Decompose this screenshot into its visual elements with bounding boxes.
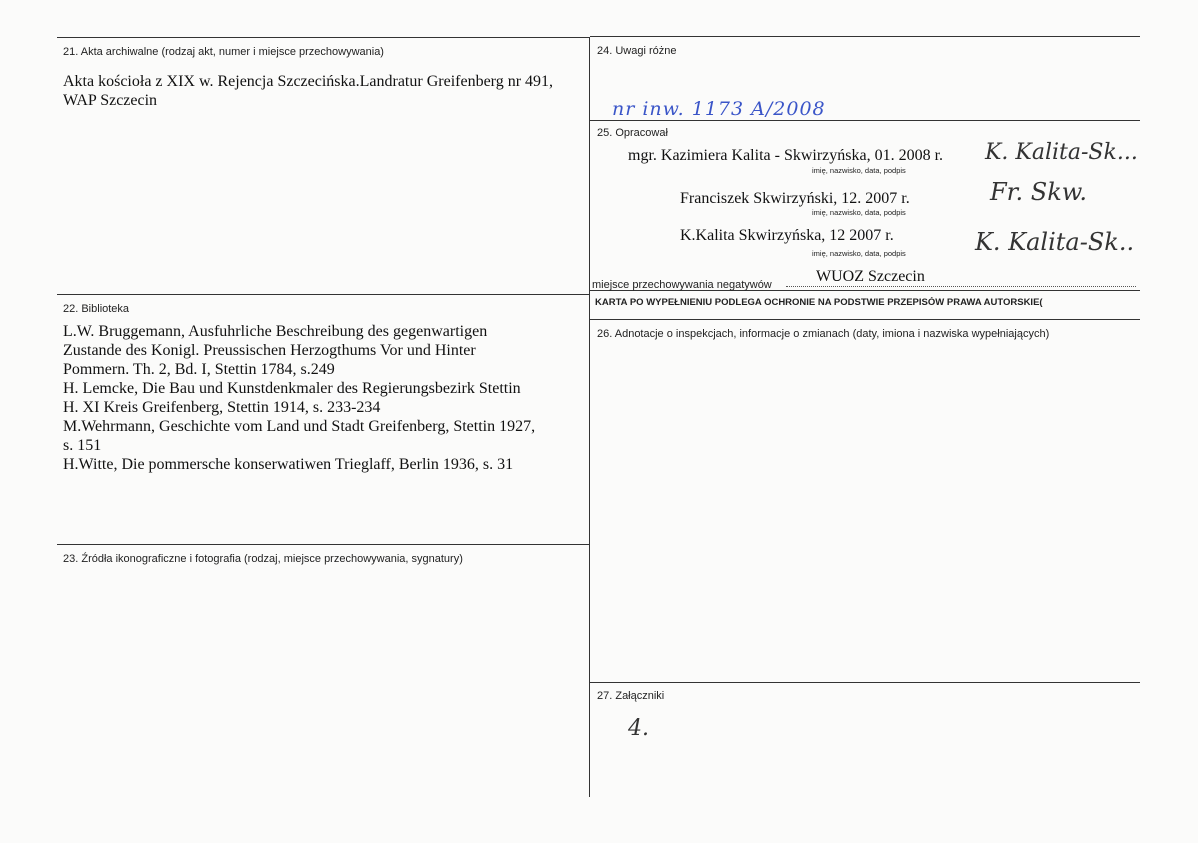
section-21-label: 21. Akta archiwalne (rodzaj akt, numer i miejsce przechowywania) (63, 46, 384, 58)
bibliography-line: H. XI Kreis Greifenberg, Stettin 1914, s. 233-234 (63, 399, 381, 416)
divider-26-27 (590, 682, 1140, 683)
author-1-name: mgr. Kazimiera Kalita - Skwirzyńska, 01. 2008 r. (628, 147, 944, 164)
top-border-left (57, 37, 590, 38)
negatives-dots (786, 286, 1136, 287)
copyright-notice: KARTA PO WYPEŁNIENIU PODLEGA OCHRONIE NA PODSTWIE PRZEPISÓW PRAWA AUTORSKIE( (595, 297, 1043, 308)
author-2-name: Franciszek Skwirzyński, 12. 2007 r. (680, 190, 910, 207)
section-21-text: Akta kościoła z XIX w. Rejencja Szczecińska.Landratur Greifenberg nr 491, WAP Szczecin (63, 73, 554, 109)
author-3-name: K.Kalita Skwirzyńska, 12 2007 r. (680, 227, 894, 244)
negatives-value: WUOZ Szczecin (816, 268, 925, 285)
section-25-label: 25. Opracował (597, 127, 668, 139)
author-3-signature: K. Kalita-Sk.. (975, 228, 1135, 256)
section-27-label: 27. Załączniki (597, 690, 665, 702)
bibliography-line: H. Lemcke, Die Bau und Kunstdenkmaler des Regierungsbezirk Stettin (63, 380, 521, 397)
bibliography-line: M.Wehrmann, Geschichte vom Land und Stadt Greifenberg, Stettin 1927, (63, 418, 536, 435)
author-2-signature: Fr. Skw. (990, 178, 1088, 206)
top-border-right (590, 36, 1140, 37)
author-2-caption: imię, nazwisko, data, podpis (812, 208, 906, 217)
author-1-caption: imię, nazwisko, data, podpis (812, 166, 906, 175)
section-23-label: 23. Źródła ikonograficzne i fotografia (rodzaj, miejsce przechowywania, sygnatury) (63, 553, 463, 565)
bibliography-line: Zustande des Konigl. Preussischen Herzogthums Vor und Hinter (63, 342, 476, 359)
bibliography-line: s. 151 (63, 437, 102, 454)
divider-21-22 (57, 294, 590, 295)
section-26-label: 26. Adnotacje o inspekcjach, informacje o zmianach (daty, imiona i nazwiska wypełniających) (597, 328, 1050, 340)
divider-24-25 (590, 120, 1140, 121)
bibliography-line: H.Witte, Die pommersche konserwatiwen Trieglaff, Berlin 1936, s. 31 (63, 456, 514, 473)
attachments-handwritten: 4. (628, 716, 649, 741)
inventory-handwritten: nr inw. 1173 A/2008 (612, 98, 826, 120)
divider-notice-26 (590, 319, 1140, 320)
section-24-label: 24. Uwagi różne (597, 45, 677, 57)
bibliography-line: Pommern. Th. 2, Bd. I, Stettin 1784, s.249 (63, 361, 335, 378)
section-22-label: 22. Biblioteka (63, 303, 130, 315)
author-1-signature: K. Kalita-Sk... (985, 140, 1138, 165)
bibliography-list (63, 322, 583, 474)
bibliography-line: L.W. Bruggemann, Ausfuhrliche Beschreibung des gegenwartigen (63, 323, 488, 340)
negatives-label: miejsce przechowywania negatywów (592, 279, 772, 291)
author-3-caption: imię, nazwisko, data, podpis (812, 249, 906, 258)
divider-22-23 (57, 544, 590, 545)
center-divider (589, 37, 590, 797)
